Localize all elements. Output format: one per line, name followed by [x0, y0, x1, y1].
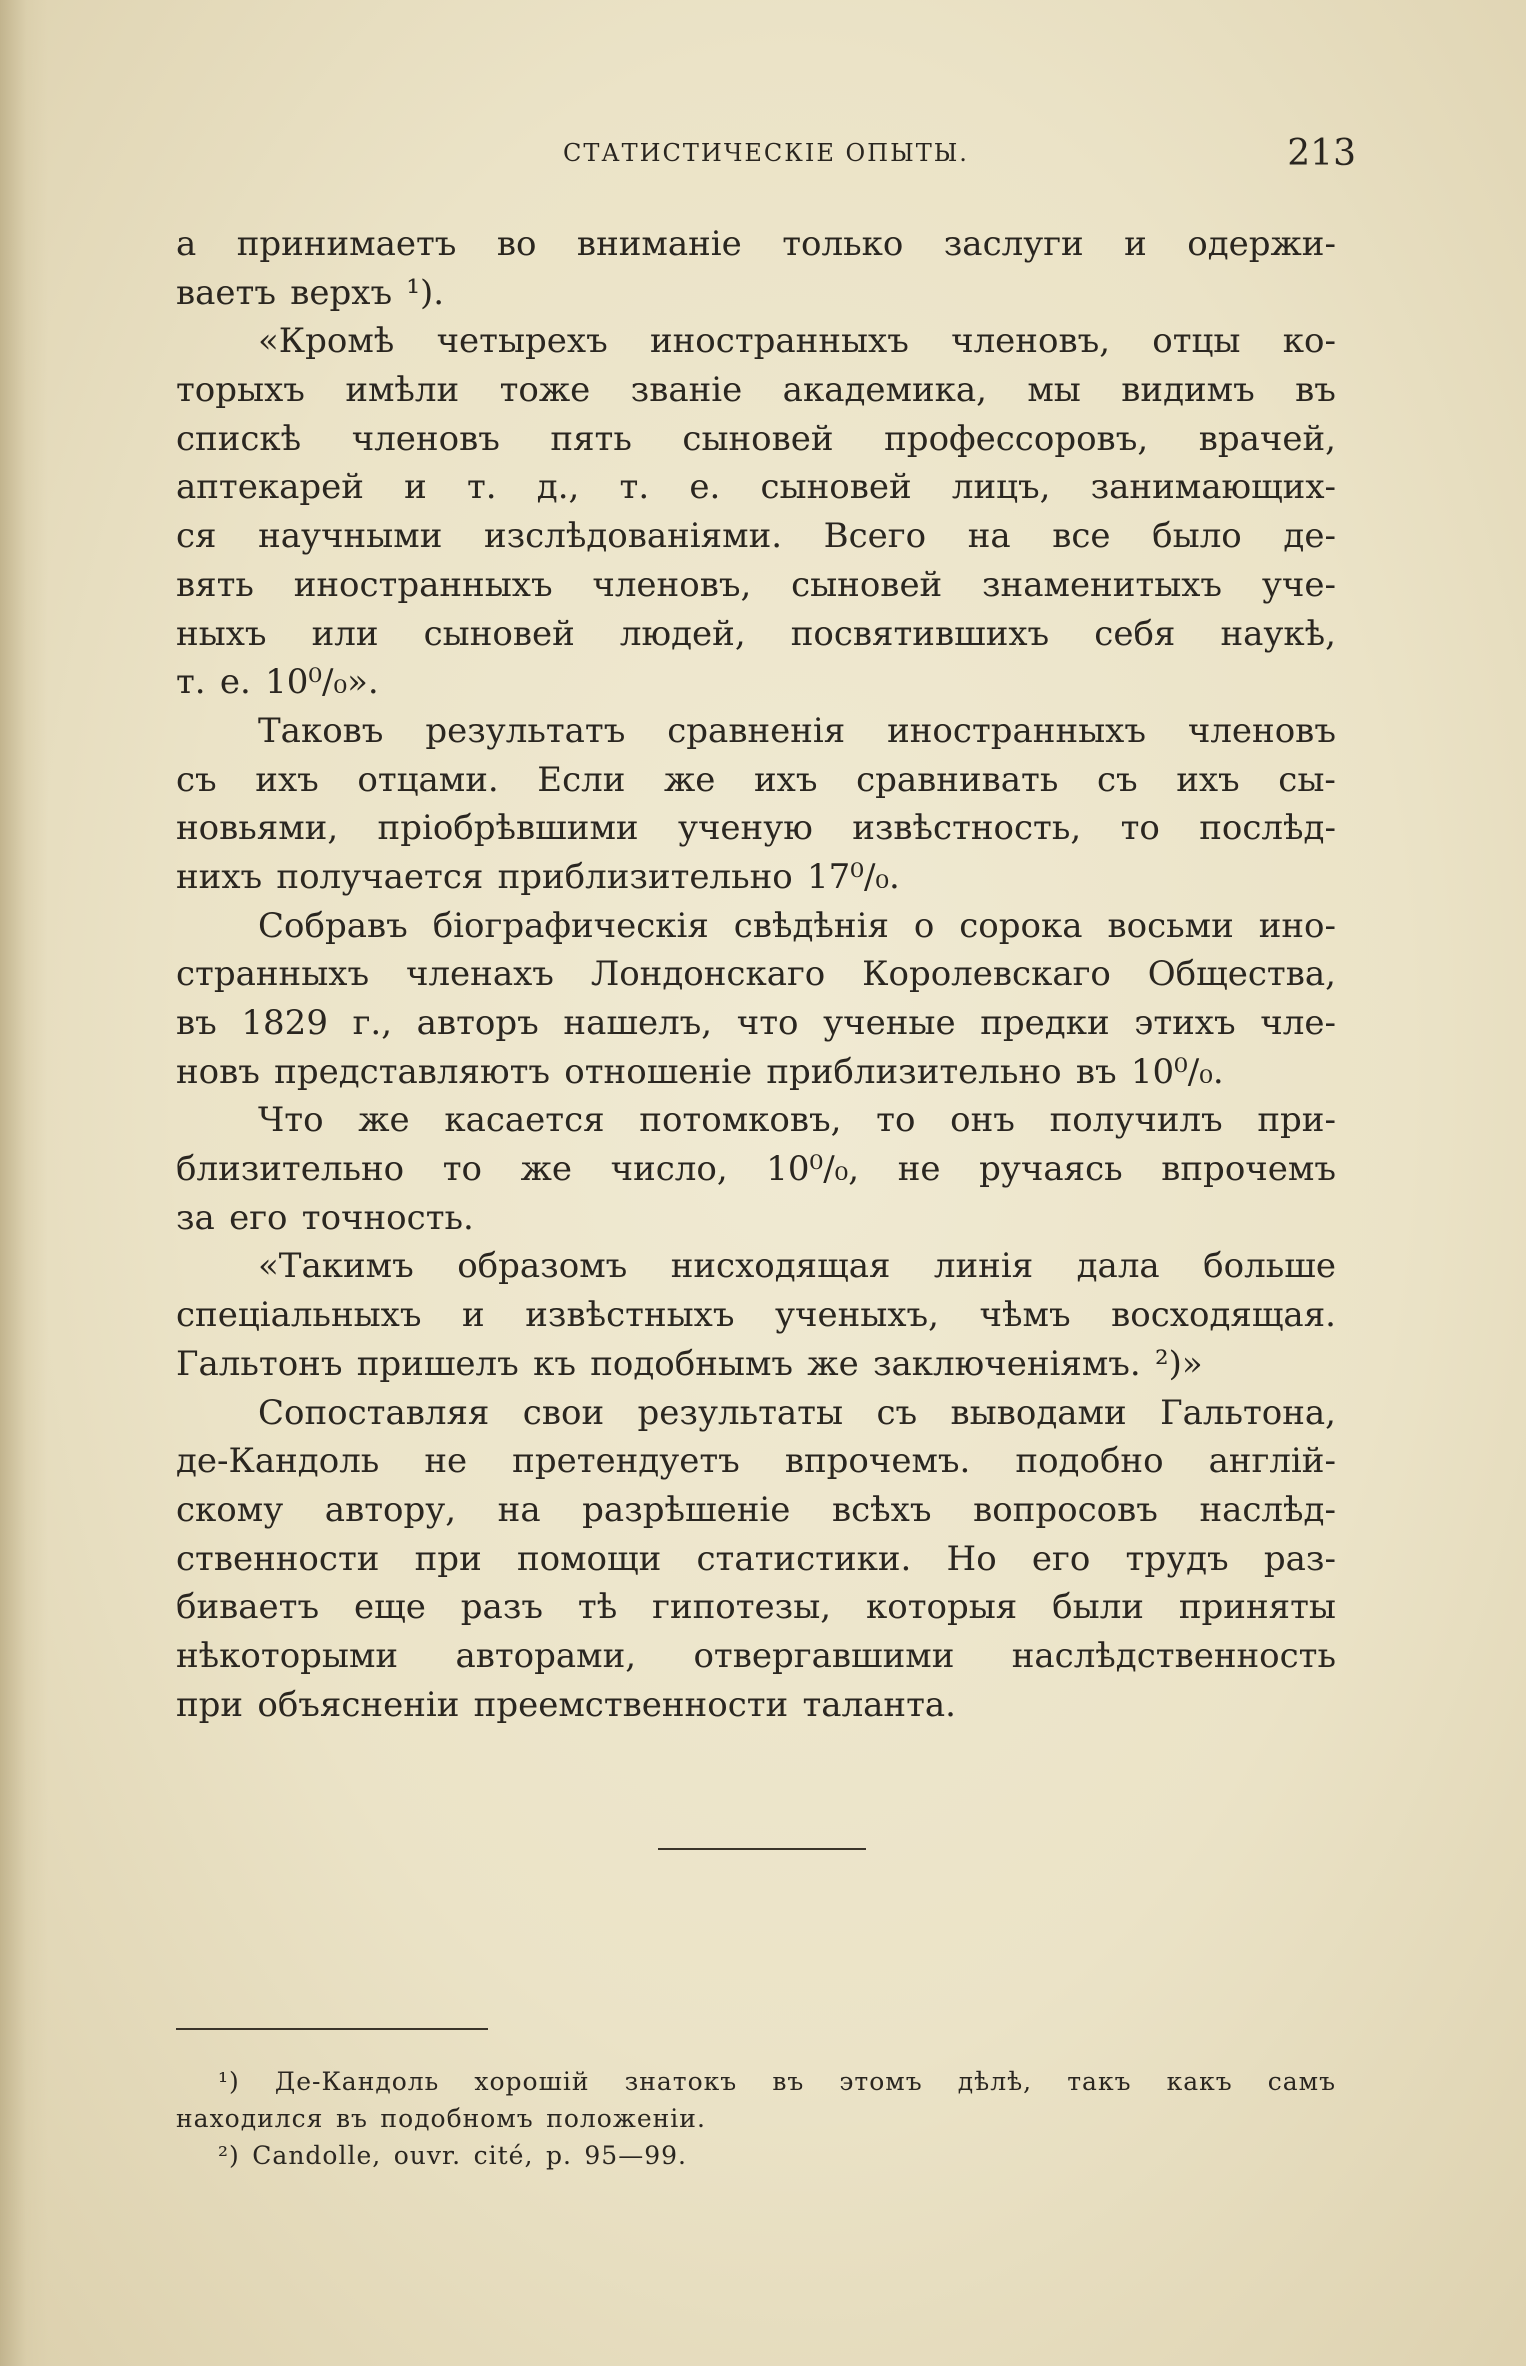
text-line: спискѣ членовъ пять сыновей профессоровъ, врачей, — [176, 418, 1336, 459]
page-edge-shadow — [0, 0, 48, 2366]
running-head-title: СТАТИСТИЧЕСКІЕ ОПЫТЫ. — [563, 139, 969, 167]
text-line: Сопоставляя свои результаты съ выводами Гальтона, — [258, 1392, 1336, 1433]
text-line: «Такимъ образомъ нисходящая линія дала больше — [258, 1246, 1336, 1287]
text-line: «Кромѣ четырехъ иностранныхъ членовъ, отцы ко- — [258, 321, 1336, 362]
text-line: а принимаетъ во вниманіе только заслуги и одержи- — [176, 224, 1336, 264]
text-line: ваетъ верхъ ¹). — [176, 272, 445, 313]
text-line: Таковъ результатъ сравненія иностранныхъ членовъ — [258, 710, 1336, 751]
footnote-line: находился въ подобномъ положеніи. — [176, 2104, 706, 2133]
text-line: Гальтонъ пришелъ къ подобнымъ же заключеніямъ. ²)» — [176, 1343, 1203, 1384]
text-line: въ 1829 г., авторъ нашелъ, что ученые предки этихъ чле- — [176, 1003, 1336, 1043]
text-line: т. е. 10⁰/₀». — [176, 662, 379, 703]
text-line: новъ представляютъ отношеніе приблизительно въ 10⁰/₀. — [176, 1051, 1224, 1092]
footnote-line: ¹) Де-Кандоль хорошій знатокъ въ этомъ дѣлѣ, такъ какъ самъ — [218, 2067, 1336, 2096]
text-line: ся научными изслѣдованіями. Всего на все было де- — [176, 516, 1336, 557]
text-line: торыхъ имѣли тоже званіе академика, мы видимъ въ — [176, 370, 1336, 411]
text-line: нѣкоторыми авторами, отвергавшими наслѣдственность — [176, 1635, 1336, 1676]
text-line: аптекарей и т. д., т. е. сыновей лицъ, занимающих- — [176, 467, 1336, 508]
text-line: ственности при помощи статистики. Но его трудъ раз- — [176, 1538, 1336, 1579]
text-line: при объясненіи преемственности таланта. — [176, 1684, 956, 1725]
text-line: спеціальныхъ и извѣстныхъ ученыхъ, чѣмъ восходящая. — [176, 1295, 1336, 1336]
text-line: Собравъ біографическія свѣдѣнія о сорока восьми ино- — [258, 905, 1336, 946]
text-line: нихъ получается приблизительно 17⁰/₀. — [176, 856, 900, 897]
footnote-separator — [176, 2028, 488, 2030]
text-line: съ ихъ отцами. Если же ихъ сравнивать съ ихъ сы- — [176, 759, 1336, 800]
page-number: 213 — [1287, 133, 1356, 174]
text-line: вять иностранныхъ членовъ, сыновей знаменитыхъ уче- — [176, 564, 1336, 605]
text-line: ныхъ или сыновей людей, посвятившихъ себя наукѣ, — [176, 613, 1336, 654]
main-text — [176, 220, 1336, 1729]
text-line: скому автору, на разрѣшеніе всѣхъ вопросовъ наслѣд- — [176, 1489, 1336, 1530]
text-line: биваетъ еще разъ тѣ гипотезы, которыя были приняты — [176, 1587, 1336, 1628]
footnotes — [176, 2063, 1336, 2174]
text-line: Что же касается потомковъ, то онъ получилъ при- — [258, 1100, 1336, 1141]
text-line: за его точность. — [176, 1197, 474, 1238]
text-line: новьями, пріобрѣвшими ученую извѣстность, то послѣд- — [176, 808, 1336, 849]
text-line: близительно то же число, 10⁰/₀, не ручаясь впрочемъ — [176, 1149, 1336, 1190]
text-line: странныхъ членахъ Лондонскаго Королевскаго Общества, — [176, 954, 1336, 995]
running-head — [176, 133, 1356, 173]
text-line: де-Кандоль не претендуетъ впрочемъ. подобно англій- — [176, 1441, 1336, 1482]
footnote-line: ²) Candolle, ouvr. cité, p. 95—99. — [218, 2141, 687, 2170]
section-end-rule — [658, 1848, 866, 1850]
